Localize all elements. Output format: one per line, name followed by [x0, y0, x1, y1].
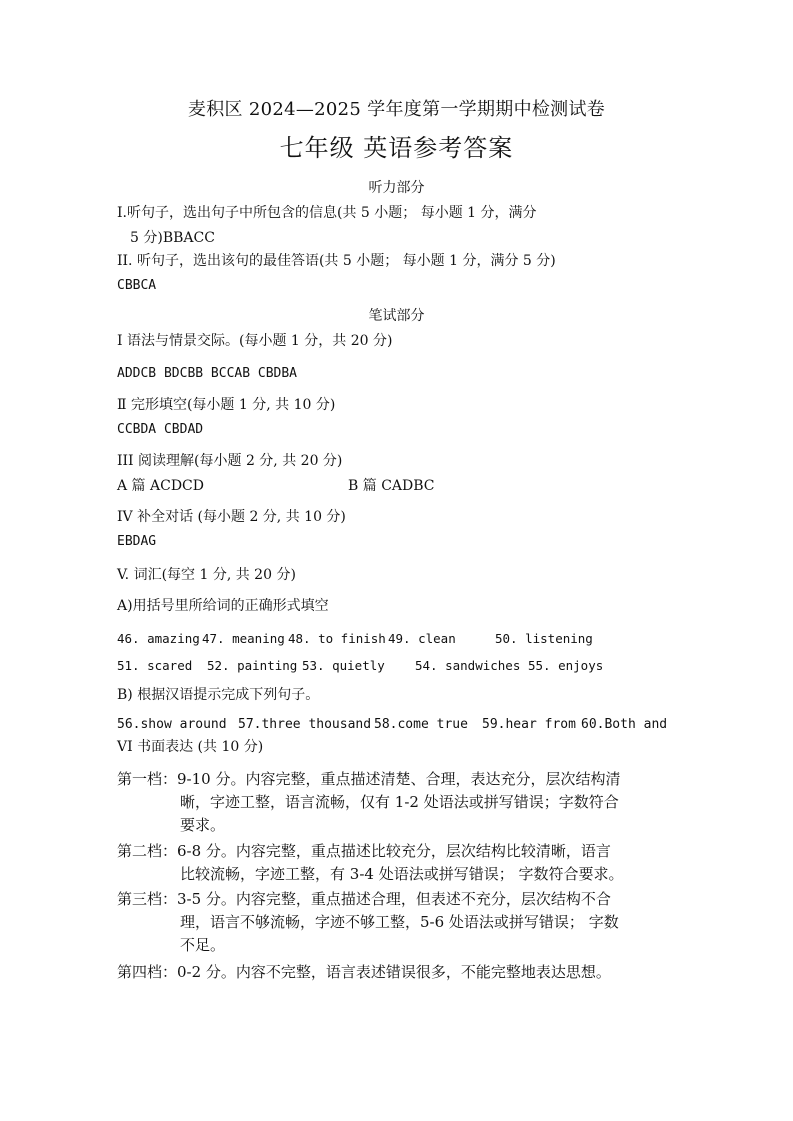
grade-level-2 [117, 840, 623, 886]
section3-part-a: A 篇 ACDCD [117, 478, 204, 494]
grade-line: 第三档：3-5 分。内容完整，重点描述合理，但表述不充分，层次结构不合 [117, 890, 611, 908]
section4-title: IV 补全对话 (每小题 2 分, 共 10 分) [117, 509, 346, 525]
grade-line: 要求。 [180, 816, 226, 834]
grade-line: 晰，字迹工整，语言流畅，仅有 1-2 处语法或拼写错误；字数符合 [180, 793, 619, 811]
grade-line: 比较流畅，字迹工整，有 3-4 处语法或拼写错误； 字数符合要求。 [180, 865, 624, 883]
answer-key-title: 七年级 英语参考答案 [279, 134, 514, 162]
section2-answer: CCBDA CBDAD [117, 422, 204, 437]
listening-heading: 听力部分 [368, 180, 425, 196]
answer-58: 58.come true [374, 717, 468, 732]
section1-title: I 语法与情景交际。(每小题 1 分，共 20 分) [117, 333, 393, 349]
section6-title: VI 书面表达 (共 10 分) [117, 739, 264, 755]
section1-answer: ADDCB BDCBB BCCAB CBDBA [117, 366, 298, 381]
grade-line: 第四档：0-2 分。内容不完整，语言表述错误很多，不能完整地表达思想。 [117, 963, 611, 981]
written-heading: 笔试部分 [368, 308, 425, 324]
answer-46: 46. amazing [117, 631, 200, 646]
section3-part-b: B 篇 CADBC [348, 478, 435, 494]
section5-a-row1 [117, 630, 717, 648]
section5-b-row [117, 716, 677, 734]
grade-line: 第一档：9-10 分。内容完整，重点描述清楚、合理，表达充分，层次结构清 [117, 770, 621, 788]
listening-q2-line1: II. 听句子，选出该句的最佳答语(共 5 小题； 每小题 1 分，满分 5 分) [117, 253, 556, 269]
listening-q1-line2: 5 分)BBACC [130, 230, 215, 246]
section5-a-row2 [117, 657, 717, 675]
answer-54: 54. sandwiches [415, 658, 521, 673]
answer-56: 56.show around [117, 717, 227, 732]
answer-55: 55. enjoys [528, 658, 604, 673]
answer-57: 57.three thousand [238, 717, 372, 732]
grade-level-4 [117, 961, 611, 984]
listening-q2-answer: CBBCA [117, 278, 157, 293]
answer-60: 60.Both and [581, 717, 668, 732]
grade-line: 不足。 [180, 936, 226, 954]
answer-49: 49. clean [388, 631, 456, 646]
answer-50: 50. listening [495, 631, 593, 646]
section4-answer: EBDAG [117, 534, 157, 549]
answer-48: 48. to finish [288, 631, 386, 646]
grade-level-3 [117, 888, 619, 957]
answer-59: 59.hear from [482, 717, 576, 732]
section3-title: III 阅读理解(每小题 2 分, 共 20 分) [117, 453, 343, 469]
section5-title: V. 词汇(每空 1 分, 共 20 分) [117, 567, 296, 583]
listening-q1-line1: I.听句子，选出句子中所包含的信息(共 5 小题； 每小题 1 分，满分 [117, 205, 537, 221]
answer-51: 51. scared [117, 658, 193, 673]
grade-line: 第二档：6-8 分。内容完整，重点描述比较充分，层次结构比较清晰，语言 [117, 842, 611, 860]
answer-47: 47. meaning [202, 631, 285, 646]
section5-b-title: B) 根据汉语提示完成下列句子。 [117, 687, 320, 703]
exam-title: 麦积区 2024—2025 学年度第一学期期中检测试卷 [187, 99, 606, 120]
answer-52: 52. painting [207, 658, 298, 673]
grade-level-1 [117, 768, 620, 837]
grade-line: 理，语言不够流畅，字迹不够工整，5-6 处语法或拼写错误； 字数 [180, 913, 619, 931]
section5-a-title: A)用括号里所给词的正确形式填空 [117, 598, 329, 614]
section2-title: Ⅱ 完形填空(每小题 1 分, 共 10 分) [117, 397, 336, 413]
answer-53: 53. quietly [302, 658, 385, 673]
